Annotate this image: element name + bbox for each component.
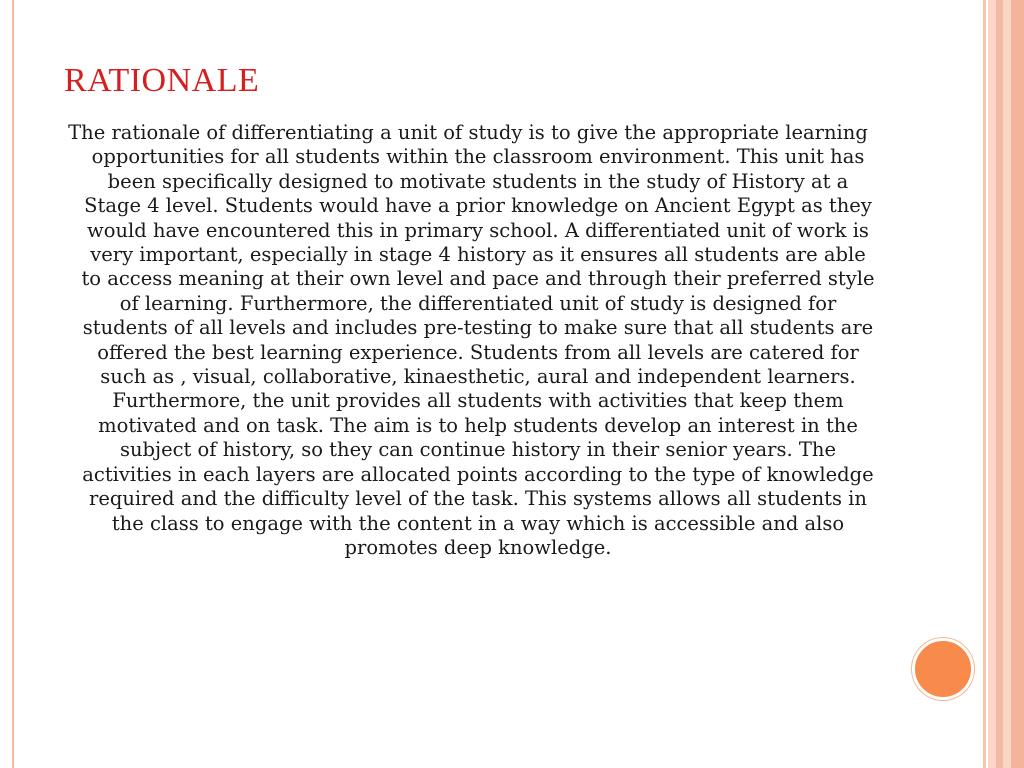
decorative-stripe (1003, 0, 1011, 768)
slide-body-text: The rationale of differentiating a unit of study is to give the appropriate learning opportunities for all students within the classroom environment. This unit has been specifically designed to motivate students in the study of History at a Stage 4 level. Students would have a prior knowledge on Ancient Egypt as they would have encountered this in primary school. A differentiated unit of work is very important, especially in stage 4 history as it ensures all students are able to access meaning at their own level and pace and through their preferred style of learning. Furthermore, the differentiated unit of study is designed for students of all levels and includes pre-testing to make sure that all students are offered the best learning experience. Students from all levels are catered for such as , visual, collaborative, kinaesthetic, aural and independent learners. Furthermore, the unit provides all students with activities that keep them motivated and on task. The aim is to help students develop an interest in the subject of history, so they can continue history in their senior years. The activities in each layers are allocated points according to the type of knowledge required and the difficulty level of the task. This systems allows all students in the class to engage with the content in a way which is accessible and also promotes deep knowledge. (68, 121, 875, 559)
decorative-stripe (983, 0, 986, 768)
decorative-circle (912, 638, 974, 700)
decorative-stripe (1011, 0, 1024, 768)
decorative-stripe (996, 0, 1003, 768)
decorative-stripe (988, 0, 996, 768)
left-border (0, 0, 14, 768)
slide-title: RATIONALE (64, 62, 260, 99)
